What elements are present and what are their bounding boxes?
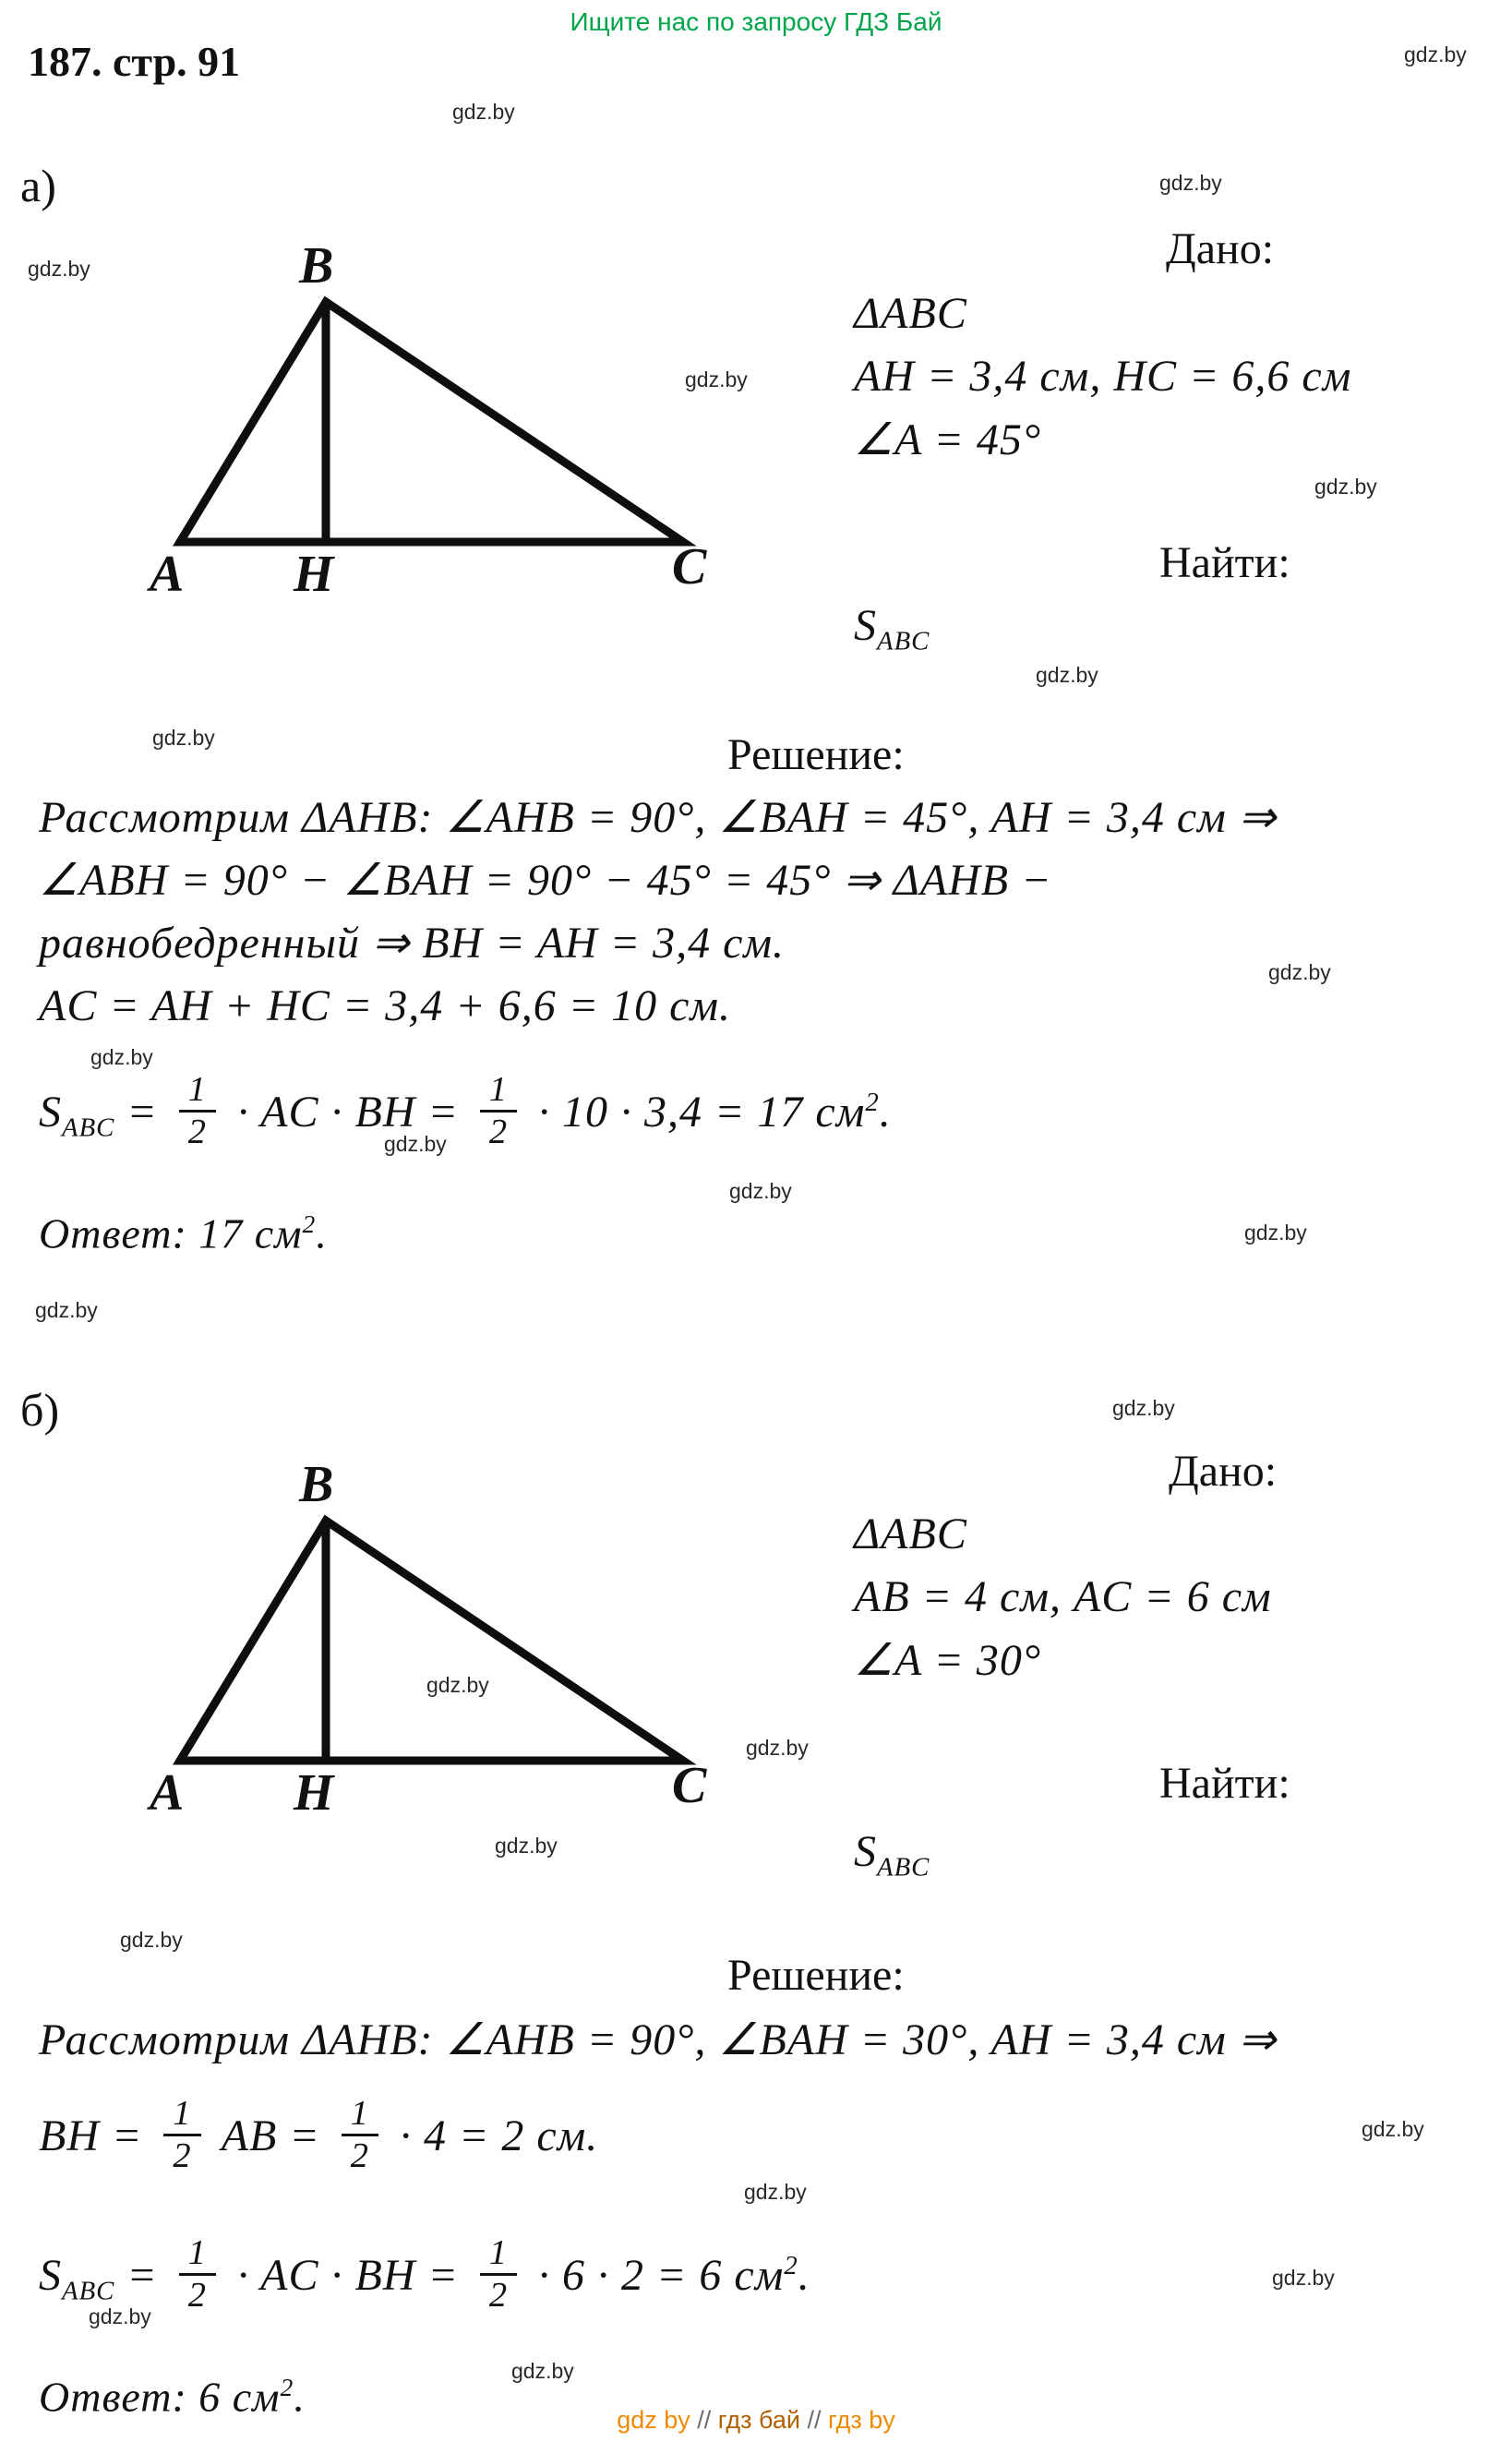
fraction: $\frac{1}{2}$ (480, 1070, 517, 1152)
solution-title-a: Решение: (727, 730, 905, 779)
watermark-text: gdz.by (1314, 475, 1377, 499)
triangle-figure-a (129, 237, 757, 630)
vertex-label-a: A (150, 546, 185, 603)
given-line-a-1: ΔABC (854, 289, 967, 338)
footer-segment: // (690, 2406, 718, 2434)
watermark-text: gdz.by (1244, 1221, 1307, 1245)
watermark-text: gdz.by (1268, 960, 1331, 984)
watermark-text: gdz.by (744, 2180, 807, 2204)
watermark-text: gdz.by (120, 1928, 183, 1952)
vertex-label-c: C (672, 1757, 707, 1814)
footer-links (0, 2406, 1512, 2435)
watermark-text: gdz.by (1362, 2117, 1424, 2141)
page-title: 187. стр. 91 (28, 38, 241, 85)
given-title-a: Дано: (1166, 224, 1275, 273)
find-value-b: $S_{ABC}$ (854, 1827, 930, 1883)
fraction: $\frac{1}{2}$ (342, 2094, 378, 2176)
watermark-text: gdz.by (511, 2359, 574, 2383)
solution-line: Рассмотрим ΔAHB: ∠AHB = 90°, ∠BAH = 45°, AH = 3,4 см ⇒ (39, 793, 1277, 842)
solution-block-a (39, 787, 1488, 1265)
watermark-text: gdz.by (35, 1298, 98, 1322)
solution-line: AC = AH + HC = 3,4 + 6,6 = 10 см. (39, 981, 732, 1030)
given-line-b-1: ΔABC (854, 1510, 967, 1558)
watermark-text: gdz.by (426, 1673, 489, 1697)
vertex-label-h: H (294, 1764, 334, 1822)
vertex-label-c: C (672, 538, 707, 595)
solution-line: равнобедренный ⇒ BH = AH = 3,4 см. (39, 919, 786, 968)
watermark-text: gdz.by (746, 1736, 809, 1760)
watermark-text: gdz.by (152, 726, 215, 750)
vertex-label-b: B (299, 237, 334, 295)
watermark-text: gdz.by (90, 1045, 153, 1069)
solution-title-b: Решение: (727, 1951, 905, 2000)
given-line-b-2: AB = 4 см, AC = 6 см (854, 1572, 1272, 1621)
triangle-figure-b (129, 1456, 757, 1848)
fraction: $\frac{1}{2}$ (179, 2233, 216, 2316)
triangle-drawing-a (129, 251, 757, 630)
vertex-label-h: H (294, 546, 334, 603)
part-b-label: б) (20, 1384, 60, 1436)
footer-segment: гдз бай (717, 2406, 800, 2434)
watermark-text: gdz.by (1404, 42, 1467, 66)
watermark-text: gdz.by (685, 367, 748, 391)
watermark-text: gdz.by (1112, 1396, 1175, 1420)
given-line-a-3: ∠A = 45° (854, 415, 1042, 464)
watermark-text: gdz.by (1036, 663, 1098, 687)
triangle-drawing-b (129, 1470, 757, 1848)
watermark-text: gdz.by (495, 1834, 558, 1858)
vertex-label-a: A (150, 1764, 185, 1822)
given-line-a-2: AH = 3,4 см, HC = 6,6 см (854, 352, 1352, 401)
watermark-text: gdz.by (1159, 171, 1222, 195)
footer-segment: гдз by (828, 2406, 895, 2434)
given-title-b: Дано: (1169, 1447, 1278, 1496)
find-value-a: $S_{ABC}$ (854, 601, 930, 656)
answer-b: Ответ: 6 $см^2$. (39, 2372, 306, 2420)
solution-line: ∠ABH = 90° − ∠BAH = 90° − 45° = 45° ⇒ ΔAHB − (39, 856, 1052, 905)
part-a-label: а) (20, 160, 56, 211)
watermark-text: gdz.by (28, 257, 90, 281)
fraction: $\frac{1}{2}$ (480, 2233, 517, 2316)
solution-line-formula: BH = $\frac{1}{2}$ AB = $\frac{1}{2}$ · 4 = 2 см. (39, 2094, 599, 2176)
solution-line-formula: $S_{ABC}$ = $\frac{1}{2}$ · AC · BH = $\frac{1}{2}$ · 10 · 3,4 = 17 $см^2$. (39, 1070, 892, 1152)
footer-segment: // (799, 2406, 828, 2434)
watermark-text: gdz.by (452, 100, 515, 124)
given-line-b-3: ∠A = 30° (854, 1636, 1042, 1685)
watermark-text: gdz.by (89, 2304, 151, 2328)
solution-line-formula: $S_{ABC}$ = $\frac{1}{2}$ · AC · BH = $\frac{1}{2}$ · 6 · 2 = 6 $см^2$. (39, 2233, 810, 2316)
vertex-label-b: B (299, 1456, 334, 1513)
watermark-text: gdz.by (384, 1132, 447, 1156)
solution-line: Рассмотрим ΔAHB: ∠AHB = 90°, ∠BAH = 30°, AH = 3,4 см ⇒ (39, 2015, 1277, 2064)
fraction: $\frac{1}{2}$ (179, 1070, 216, 1152)
footer-segment: gdz by (617, 2406, 690, 2434)
promo-banner: Ищите нас по запросу ГДЗ Бай (570, 7, 942, 36)
fraction: $\frac{1}{2}$ (163, 2094, 200, 2176)
watermark-text: gdz.by (1272, 2266, 1335, 2290)
answer-a: Ответ: 17 $см^2$. (39, 1209, 328, 1257)
watermark-text: gdz.by (729, 1179, 792, 1203)
solution-block-b (39, 2009, 1488, 2428)
find-title-b: Найти: (1159, 1759, 1290, 1808)
find-title-a: Найти: (1159, 538, 1290, 587)
